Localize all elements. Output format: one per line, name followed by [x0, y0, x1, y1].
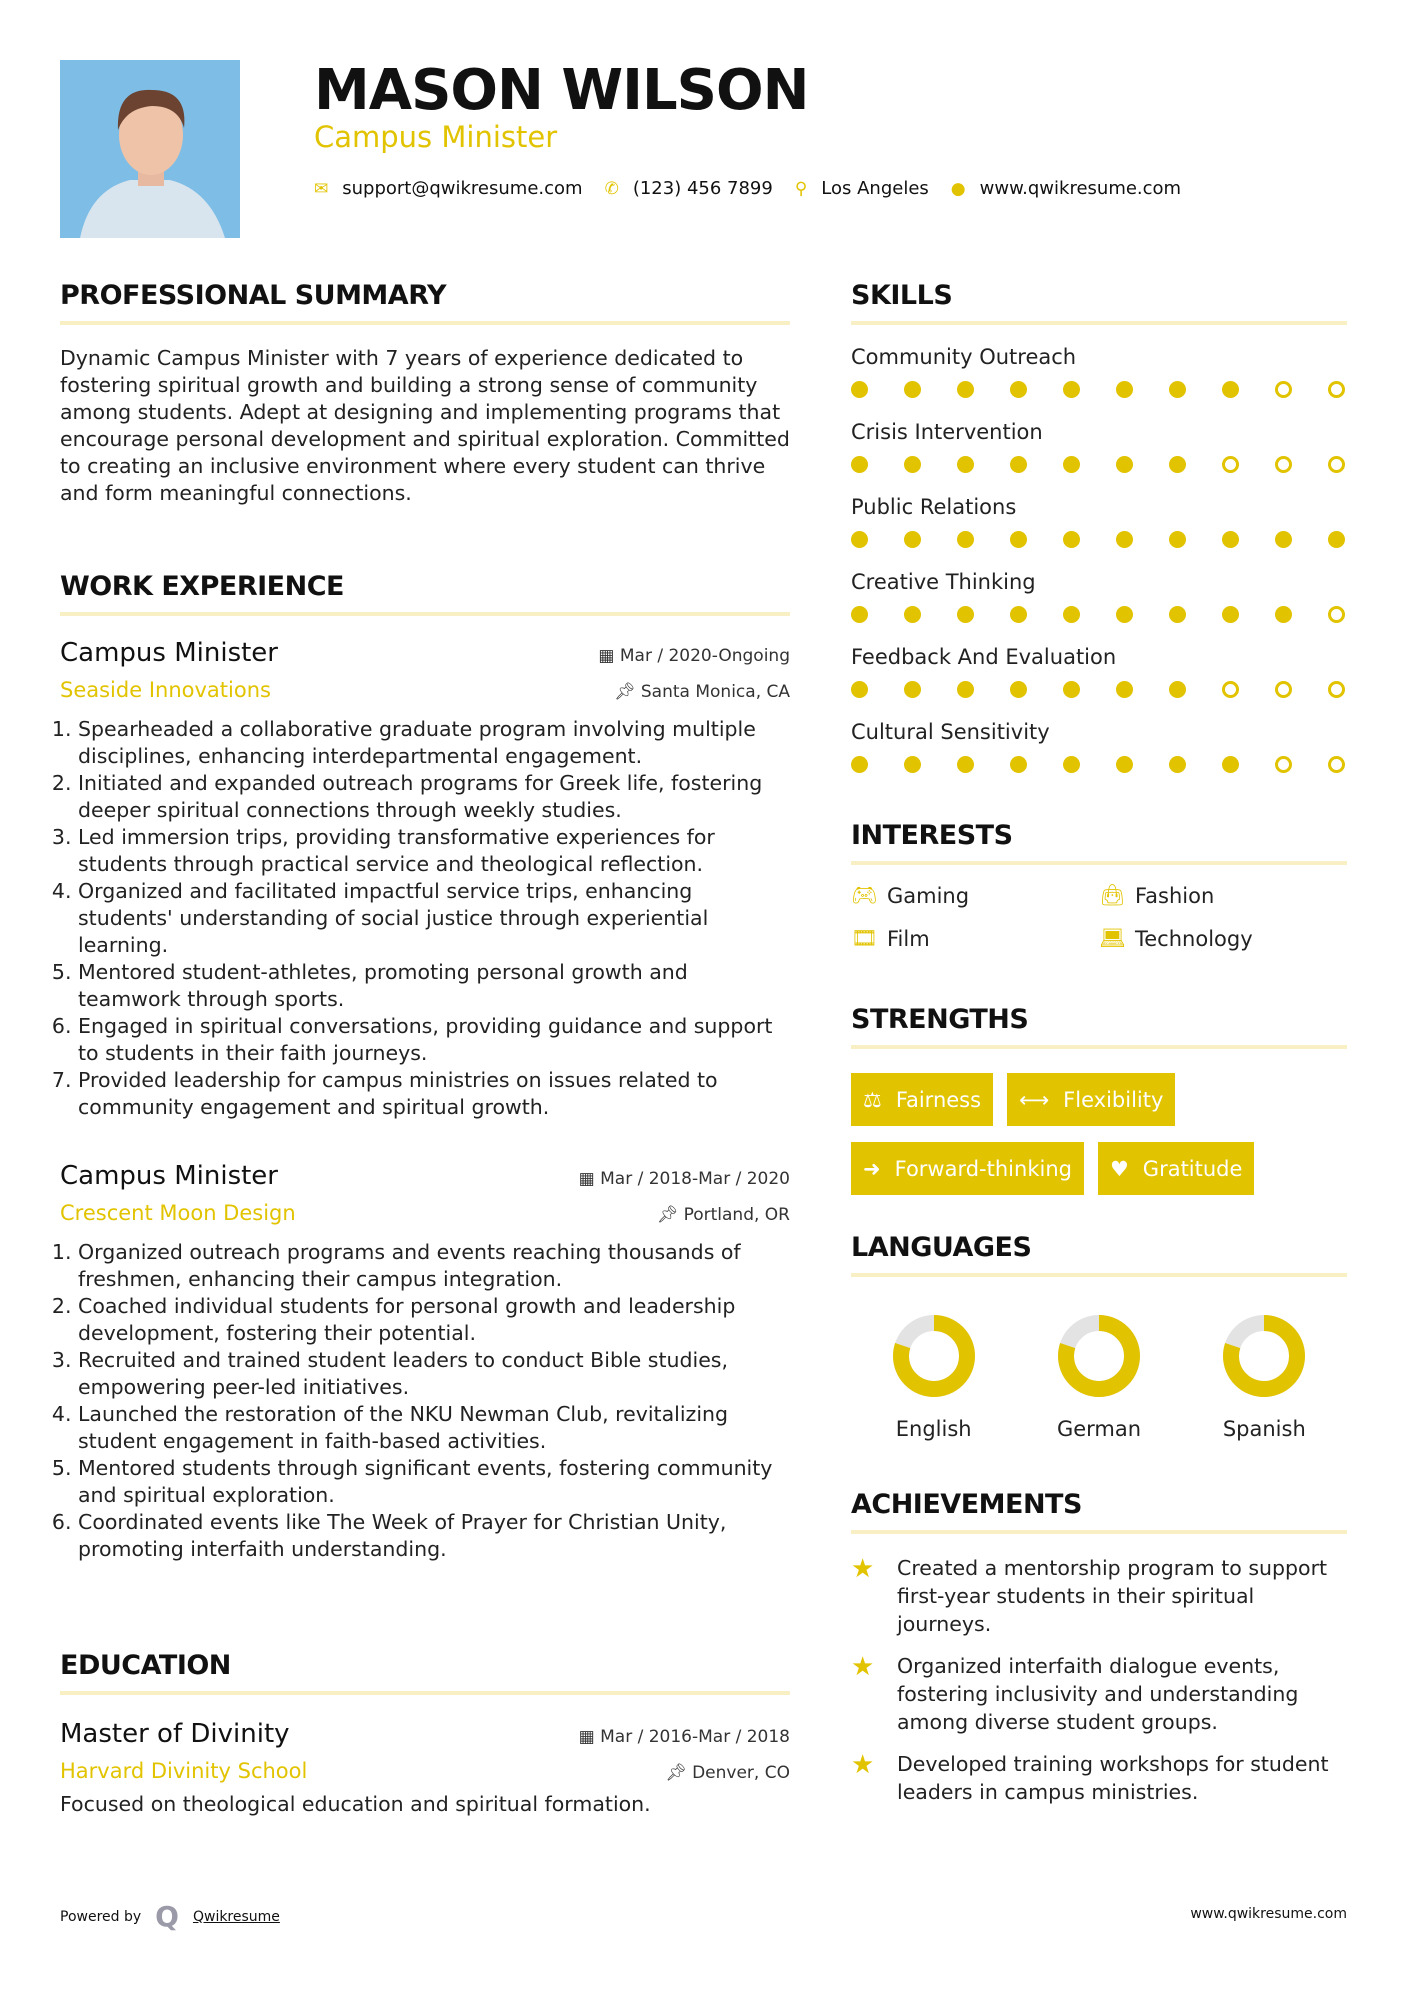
job-dates-wrap	[598, 646, 790, 666]
rating-dot-empty	[1275, 381, 1292, 398]
rating-dot-filled	[1275, 531, 1292, 548]
education-section	[60, 1650, 790, 1818]
interest-label: Gaming	[887, 883, 970, 908]
skill-rating	[851, 681, 1347, 698]
rating-dot-filled	[1169, 531, 1186, 548]
rating-dot-empty	[1328, 456, 1345, 473]
interest-label: Film	[887, 926, 930, 951]
skill-rating	[851, 756, 1347, 773]
rating-dot-empty	[1222, 456, 1239, 473]
section-heading: ACHIEVEMENTS	[851, 1489, 1082, 1520]
strength-badge	[1098, 1142, 1254, 1195]
rating-dot-filled	[957, 456, 974, 473]
avatar	[60, 60, 240, 238]
rating-dot-filled	[1010, 606, 1027, 623]
rating-dot-filled	[957, 756, 974, 773]
star-icon: ★	[851, 1652, 875, 1682]
strength-label: Forward-thinking	[894, 1156, 1072, 1181]
bullet-item: 7. Provided leadership for campus ministries on issues related to community engagement and spiritual growth.	[78, 1067, 790, 1121]
section-heading: PROFESSIONAL SUMMARY	[60, 280, 447, 311]
skill-rating	[851, 531, 1347, 548]
bullet-item: 2. Coached individual students for personal growth and leadership development, fostering their potential.	[78, 1293, 790, 1347]
rating-dot-filled	[1116, 381, 1133, 398]
job-subheader	[60, 678, 790, 702]
rating-dot-filled	[957, 606, 974, 623]
languages-section	[851, 1232, 1347, 1441]
bullet-item: 4. Launched the restoration of the NKU Newman Club, revitalizing student engagement in faith-based activities.	[78, 1401, 790, 1455]
brand-link[interactable]: Qwikresume	[192, 1908, 280, 1925]
skill-name: Feedback And Evaluation	[851, 645, 1117, 669]
rating-dot-filled	[1169, 681, 1186, 698]
skill-name: Creative Thinking	[851, 570, 1036, 594]
bullet-item: 1. Organized outreach programs and events reaching thousands of freshmen, enhancing their campus integration.	[78, 1239, 790, 1293]
summary-section	[60, 280, 790, 507]
bullet-item: 2. Initiated and expanded outreach programs for Greek life, fostering deeper spiritual connections through weekly studies.	[78, 770, 790, 824]
rating-dot-filled	[1222, 606, 1239, 623]
balance-scale-icon: ⚖	[863, 1087, 882, 1112]
rating-dot-filled	[957, 531, 974, 548]
skill-rating	[851, 381, 1347, 398]
bullet-item: 6. Engaged in spiritual conversations, providing guidance and support to students in their faith journeys.	[78, 1013, 790, 1067]
rating-dot-empty	[1275, 456, 1292, 473]
film-icon: 🎞︎	[851, 926, 878, 950]
bullet-item: 4. Organized and facilitated impactful service trips, enhancing students' understanding of social justice through experiential learning.	[78, 878, 790, 959]
job-entry	[60, 1161, 790, 1563]
school-name: Harvard Divinity School	[60, 1759, 308, 1783]
job-bullets	[60, 716, 790, 1121]
gamepad-icon: 🎮︎	[851, 883, 878, 907]
job-location-wrap	[657, 1205, 790, 1225]
contact-email[interactable]: support@qwikresume.com	[342, 178, 583, 199]
rating-dot-filled	[1116, 606, 1133, 623]
rating-dot-filled	[851, 606, 868, 623]
language-name: Spanish	[1222, 1417, 1306, 1441]
degree-title: Master of Divinity	[60, 1719, 290, 1749]
rating-dot-empty	[1328, 381, 1345, 398]
section-heading: INTERESTS	[851, 820, 1013, 851]
language-item	[851, 1313, 1016, 1441]
language-name: English	[895, 1417, 972, 1441]
section-heading: WORK EXPERIENCE	[60, 571, 344, 602]
company-name: Seaside Innovations	[60, 678, 271, 702]
language-item	[1182, 1313, 1347, 1441]
interest-item	[851, 883, 1099, 908]
rating-dot-empty	[1328, 756, 1345, 773]
rating-dot-filled	[904, 531, 921, 548]
divider	[851, 321, 1347, 325]
rating-dot-filled	[904, 756, 921, 773]
achievements-section	[851, 1489, 1347, 1820]
achievement-item	[851, 1750, 1347, 1806]
skill-rating	[851, 606, 1347, 623]
divider	[60, 612, 790, 616]
bullet-item: 5. Mentored students through significant events, fostering community and spiritual exploration.	[78, 1455, 790, 1509]
calendar-icon: ▦	[578, 1727, 601, 1747]
skill-name: Crisis Intervention	[851, 420, 1043, 444]
rating-dot-filled	[904, 381, 921, 398]
rating-dot-filled	[1328, 531, 1345, 548]
language-donut	[891, 1313, 977, 1399]
divider	[851, 1273, 1347, 1277]
rating-dot-filled	[851, 531, 868, 548]
strength-label: Flexibility	[1063, 1087, 1164, 1112]
interests-section	[851, 820, 1347, 951]
achievement-text: Developed training workshops for student leaders in campus ministries.	[897, 1752, 1329, 1804]
laptop-icon: 💻︎	[1099, 926, 1126, 950]
interest-label: Technology	[1135, 926, 1253, 951]
job-dates: Mar / 2020-Ongoing	[619, 646, 790, 666]
bullet-item: 3. Recruited and trained student leaders to conduct Bible studies, empowering peer-led initiatives.	[78, 1347, 790, 1401]
arrows-horizontal-icon: ⟷	[1019, 1087, 1050, 1112]
work-section	[60, 571, 790, 1563]
rating-dot-filled	[1010, 756, 1027, 773]
candidate-title: Campus Minister	[314, 120, 558, 154]
pin-icon: 📌︎	[665, 1763, 693, 1783]
achievement-text: Organized interfaith dialogue events, fostering inclusivity and understanding among diverse student groups.	[897, 1654, 1299, 1734]
rating-dot-filled	[1116, 531, 1133, 548]
job-title: Campus Minister	[60, 1161, 278, 1191]
achievement-item	[851, 1554, 1347, 1638]
bullet-item: 3. Led immersion trips, providing transformative experiences for students through practical service and theological reflection.	[78, 824, 790, 878]
heart-icon: ♥	[1109, 1156, 1129, 1181]
language-donut	[1221, 1313, 1307, 1399]
job-location: Santa Monica, CA	[640, 682, 790, 702]
rating-dot-filled	[1169, 456, 1186, 473]
rating-dot-filled	[1116, 456, 1133, 473]
envelope-icon: ✉	[314, 178, 329, 199]
rating-dot-filled	[1063, 381, 1080, 398]
bullet-item: 1. Spearheaded a collaborative graduate program involving multiple disciplines, enhancing interdepartmental engagement.	[78, 716, 790, 770]
strength-badge	[851, 1073, 993, 1126]
rating-dot-filled	[1010, 381, 1027, 398]
rating-dot-filled	[1222, 756, 1239, 773]
star-icon: ★	[851, 1554, 875, 1584]
profile-photo	[60, 60, 240, 238]
job-location: Portland, OR	[683, 1205, 790, 1225]
calendar-icon: ▦	[578, 1169, 601, 1189]
bullet-item: 6. Coordinated events like The Week of Prayer for Christian Unity, promoting interfaith understanding.	[78, 1509, 790, 1563]
bullet-item: 5. Mentored student-athletes, promoting personal growth and teamwork through sports.	[78, 959, 790, 1013]
phone-icon: ✆	[604, 178, 619, 199]
rating-dot-filled	[1063, 606, 1080, 623]
strength-badge	[1007, 1073, 1175, 1126]
job-location-wrap	[614, 682, 790, 702]
divider	[851, 1045, 1347, 1049]
pin-icon: 📌︎	[656, 1205, 684, 1225]
rating-dot-empty	[1222, 681, 1239, 698]
footer-powered	[60, 1900, 280, 1933]
skills-section	[851, 280, 1347, 795]
rating-dot-filled	[1169, 606, 1186, 623]
section-heading: STRENGTHS	[851, 1004, 1029, 1035]
rating-dot-filled	[1063, 531, 1080, 548]
rating-dot-filled	[1010, 456, 1027, 473]
rating-dot-filled	[1063, 681, 1080, 698]
language-item	[1016, 1313, 1181, 1441]
rating-dot-empty	[1275, 681, 1292, 698]
contact-website[interactable]: www.qwikresume.com	[979, 178, 1182, 199]
education-location: Denver, CO	[692, 1763, 790, 1783]
job-subheader	[60, 1201, 790, 1225]
rating-dot-filled	[1063, 456, 1080, 473]
strength-label: Gratitude	[1142, 1156, 1243, 1181]
rating-dot-filled	[1010, 681, 1027, 698]
language-donut	[1056, 1313, 1142, 1399]
language-name: German	[1056, 1417, 1142, 1441]
job-dates: Mar / 2018-Mar / 2020	[600, 1169, 790, 1189]
strength-badge	[851, 1142, 1084, 1195]
divider	[60, 1691, 790, 1695]
achievement-item	[851, 1652, 1347, 1736]
company-name: Crescent Moon Design	[60, 1201, 296, 1225]
rating-dot-filled	[904, 606, 921, 623]
skill-name: Public Relations	[851, 495, 1017, 519]
candidate-name: MASON WILSON	[314, 58, 809, 123]
skill-rating	[851, 456, 1347, 473]
rating-dot-filled	[1275, 606, 1292, 623]
star-icon: ★	[851, 1750, 875, 1780]
rating-dot-filled	[957, 381, 974, 398]
interest-item	[1099, 926, 1347, 951]
skill-name: Cultural Sensitivity	[851, 720, 1050, 744]
rating-dot-filled	[1063, 756, 1080, 773]
qwikresume-logo-icon: Q	[155, 1900, 179, 1933]
rating-dot-filled	[1169, 381, 1186, 398]
job-bullets	[60, 1239, 790, 1563]
contact-location: Los Angeles	[821, 178, 929, 199]
education-header	[60, 1719, 790, 1749]
interest-label: Fashion	[1135, 883, 1215, 908]
powered-by-label: Powered by	[60, 1908, 142, 1925]
rating-dot-filled	[851, 756, 868, 773]
arrow-right-icon: ➜	[863, 1156, 881, 1181]
rating-dot-filled	[1010, 531, 1027, 548]
divider	[851, 861, 1347, 865]
job-entry	[60, 638, 790, 1121]
job-dates-wrap	[579, 1169, 790, 1189]
map-pin-icon: ⚲	[794, 178, 808, 199]
skill-name: Community Outreach	[851, 345, 1077, 369]
rating-dot-filled	[1222, 381, 1239, 398]
rating-dot-filled	[957, 681, 974, 698]
divider	[851, 1530, 1347, 1534]
interest-item	[1099, 883, 1347, 908]
divider	[60, 321, 790, 325]
education-dates: Mar / 2016-Mar / 2018	[600, 1727, 790, 1747]
shopping-bag-icon: 👜︎	[1099, 883, 1126, 907]
education-description: Focused on theological education and spiritual formation.	[60, 1792, 651, 1816]
rating-dot-filled	[904, 681, 921, 698]
contact-phone[interactable]: (123) 456 7899	[632, 178, 773, 199]
rating-dot-filled	[1222, 531, 1239, 548]
contact-bar	[314, 178, 1203, 199]
globe-icon: ●	[950, 178, 966, 199]
rating-dot-empty	[1328, 681, 1345, 698]
rating-dot-filled	[1169, 756, 1186, 773]
rating-dot-filled	[1116, 681, 1133, 698]
pin-icon: 📌︎	[613, 682, 641, 702]
rating-dot-filled	[851, 456, 868, 473]
rating-dot-filled	[851, 381, 868, 398]
calendar-icon: ▦	[598, 646, 620, 666]
rating-dot-filled	[904, 456, 921, 473]
strength-label: Fairness	[895, 1087, 982, 1112]
strengths-section	[851, 1004, 1347, 1195]
summary-text: Dynamic Campus Minister with 7 years of experience dedicated to fostering spiritual growth and building a strong sense of community among students. Adept at designing and implementing programs that encourage personal development and spiritual exploration. Committed to creating an inclusive environment where every student can thrive and form meaningful connections.	[60, 346, 790, 505]
job-header	[60, 638, 790, 668]
job-title: Campus Minister	[60, 638, 278, 668]
footer-website[interactable]: www.qwikresume.com	[1190, 1906, 1347, 1922]
job-header	[60, 1161, 790, 1191]
section-heading: LANGUAGES	[851, 1232, 1032, 1263]
achievement-text: Created a mentorship program to support first-year students in their spiritual journeys.	[897, 1556, 1328, 1636]
rating-dot-empty	[1275, 756, 1292, 773]
rating-dot-empty	[1328, 606, 1345, 623]
rating-dot-filled	[851, 681, 868, 698]
section-heading: EDUCATION	[60, 1650, 231, 1681]
section-heading: SKILLS	[851, 280, 953, 311]
interest-item	[851, 926, 1099, 951]
rating-dot-filled	[1116, 756, 1133, 773]
